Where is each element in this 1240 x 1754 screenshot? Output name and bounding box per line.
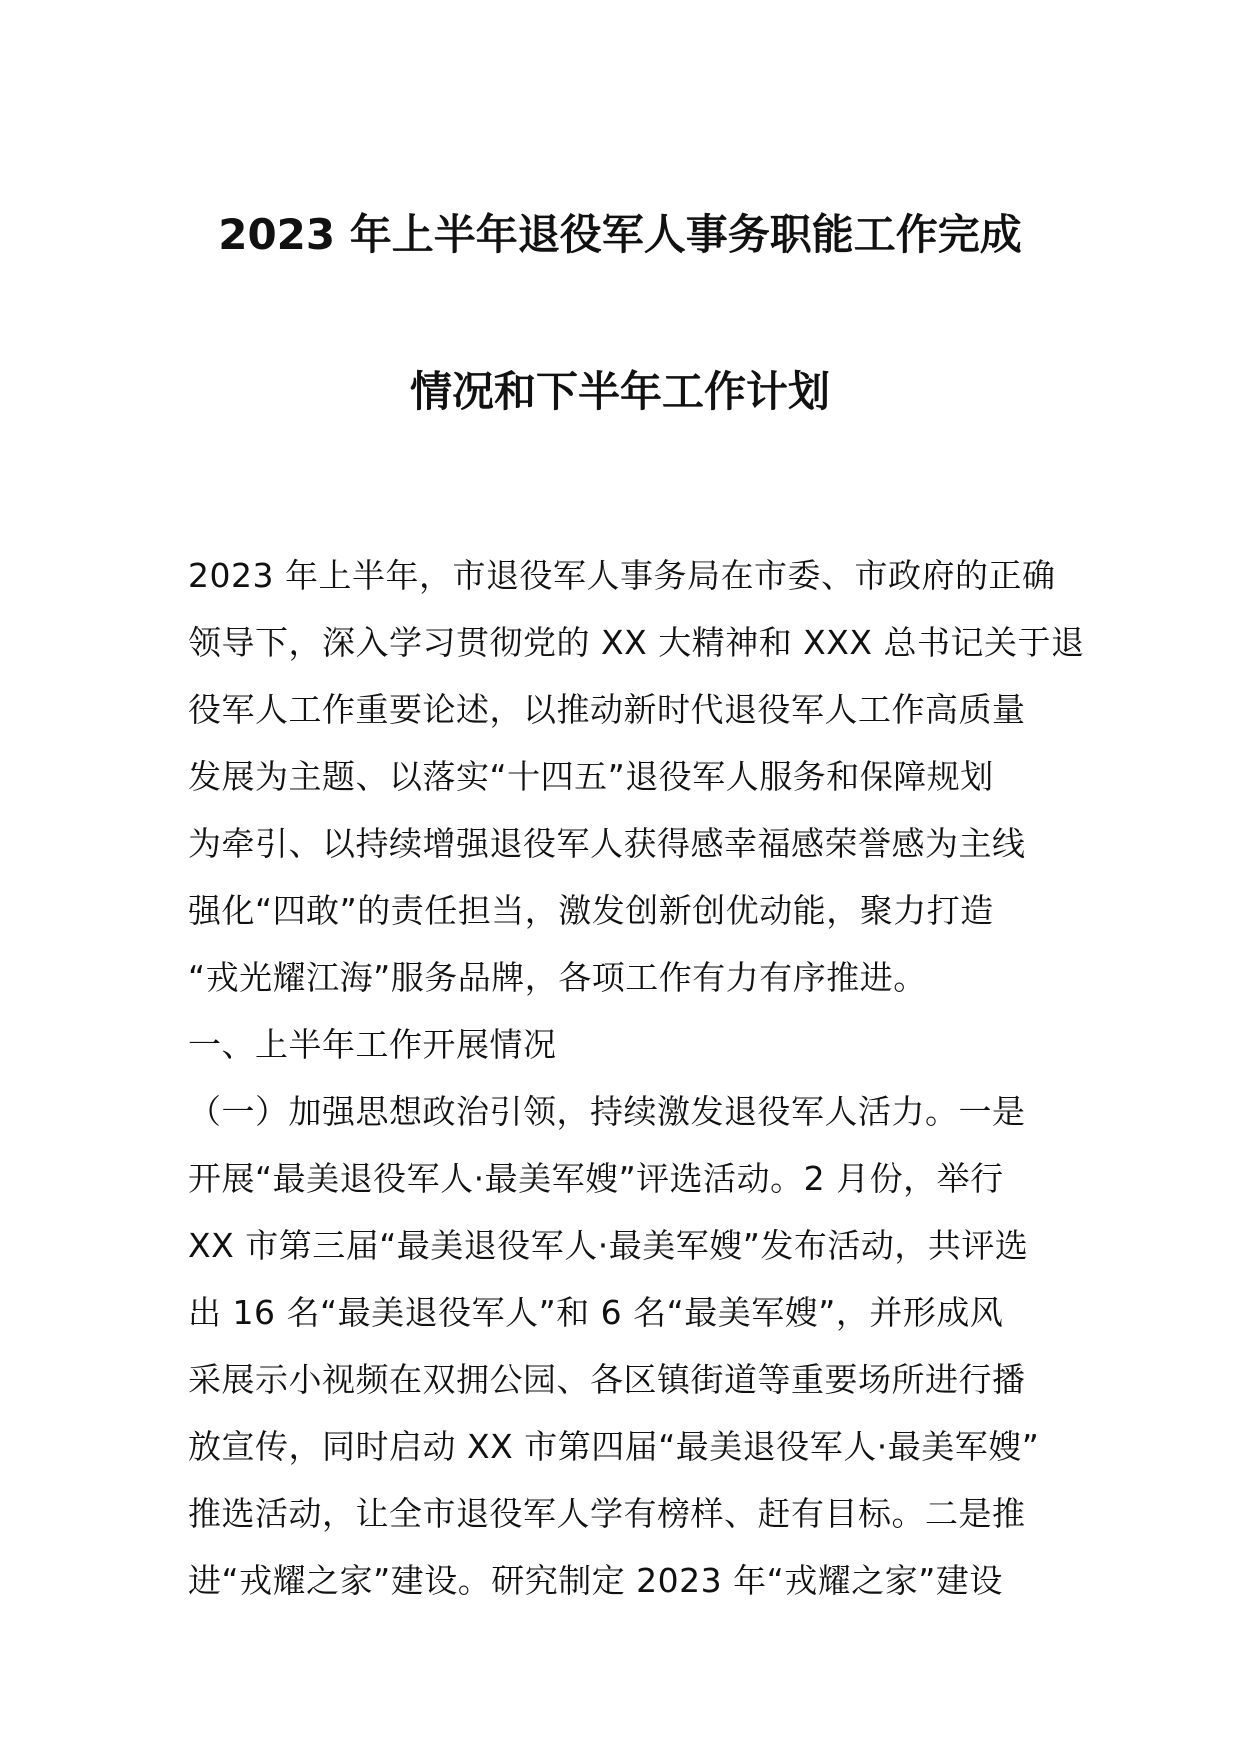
body-line: （一）加强思想政治引领，持续激发退役军人活力。一是 xyxy=(188,1092,1026,1131)
body-line: 出 16 名“最美退役军人”和 6 名“最美军嫂”，并形成风 xyxy=(188,1293,1004,1332)
body-line: 为牵引、以持续增强退役军人获得感幸福感荣誉感为主线 xyxy=(188,824,1026,863)
body-line: 发展为主题、以落实“十四五”退役军人服务和保障规划 xyxy=(188,757,994,796)
document-title-line-2: 情况和下半年工作计划 xyxy=(409,367,830,416)
body-line: 领导下，深入学习贯彻党的 XX 大精神和 XXX 总书记关于退 xyxy=(188,623,1085,662)
body-line: 放宣传，同时启动 XX 市第四届“最美退役军人·最美军嫂” xyxy=(188,1427,1040,1466)
body-line: 强化“四敢”的责任担当，激发创新创优动能，聚力打造 xyxy=(188,891,994,930)
body-line: 开展“最美退役军人·最美军嫂”评选活动。2 月份，举行 xyxy=(188,1159,1004,1198)
body-line: 2023 年上半年，市退役军人事务局在市委、市政府的正确 xyxy=(188,556,1056,595)
body-line: 采展示小视频在双拥公园、各区镇街道等重要场所进行播 xyxy=(188,1360,1026,1399)
body-line: XX 市第三届“最美退役军人·最美军嫂”发布活动，共评选 xyxy=(188,1226,1029,1265)
body-line: 推选活动，让全市退役军人学有榜样、赶有目标。二是推 xyxy=(188,1494,1026,1533)
body-line: 进“戎耀之家”建设。研究制定 2023 年“戎耀之家”建设 xyxy=(188,1561,1003,1600)
section-heading: 一、上半年工作开展情况 xyxy=(188,1025,557,1064)
document-body xyxy=(188,542,1085,1614)
body-line: 役军人工作重要论述，以推动新时代退役军人工作高质量 xyxy=(188,690,1026,729)
document-title-line-1: 2023 年上半年退役军人事务职能工作完成 xyxy=(218,210,1022,259)
body-line: “戎光耀江海”服务品牌，各项工作有力有序推进。 xyxy=(188,958,927,997)
